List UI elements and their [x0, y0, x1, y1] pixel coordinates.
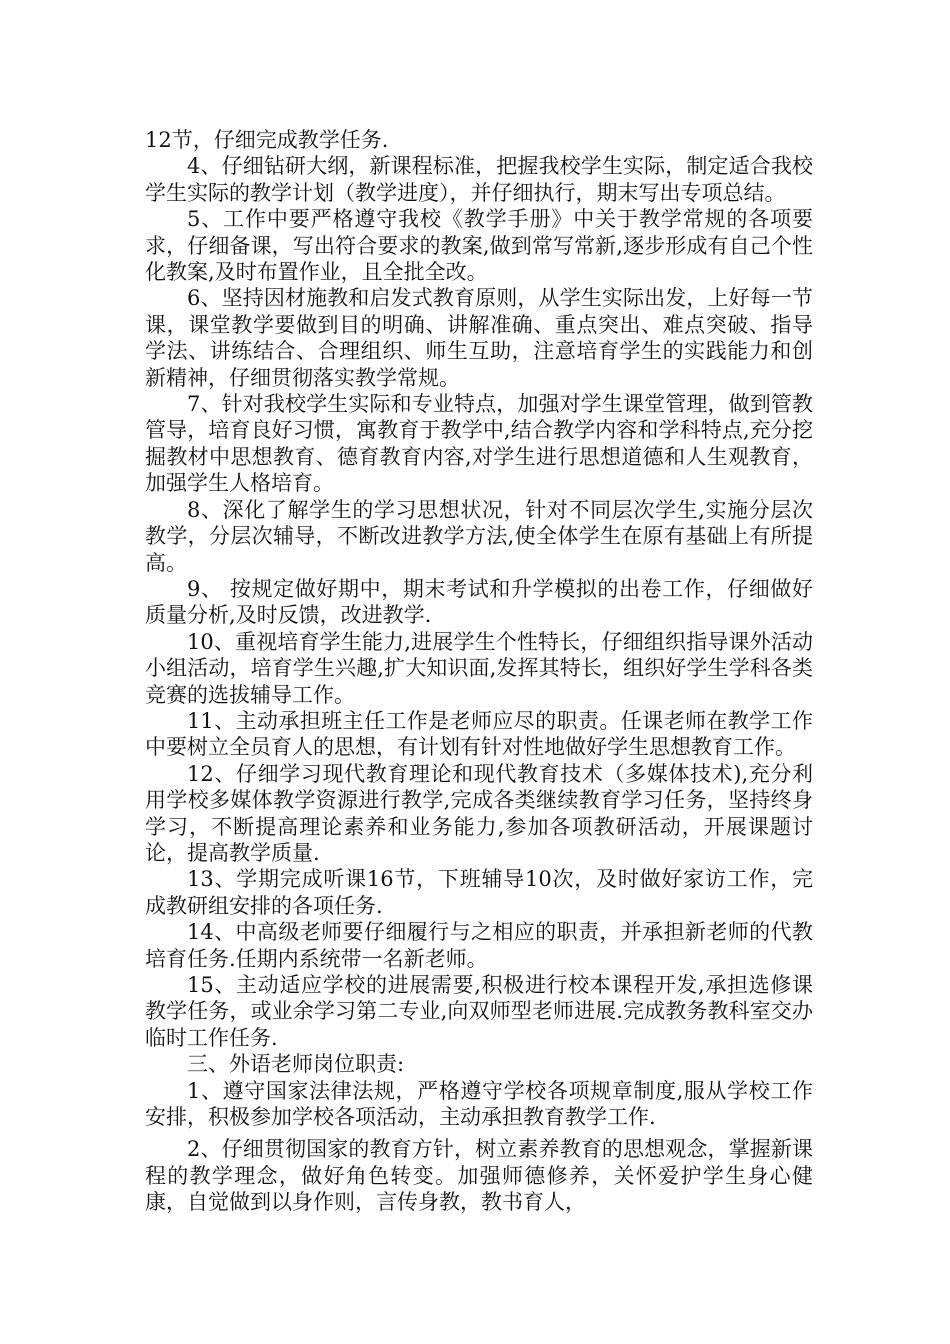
paragraph-item-6: 6、坚持因材施教和启发式教育原则，从学生实际出发，上好每一节课，课堂教学要做到目的明确、讲解准确、重点突出、难点突破、指导学法、讲练结合、合理组织、师生互助，注意培育学生的实践能力和创新精神，仔细贯彻落实教学常规。: [145, 286, 813, 390]
paragraph-item-11: 11、主动承担班主任工作是老师应尽的职责。任课老师在教学工作中要树立全员育人的思想，有计划有针对性地做好学生思想教育工作。: [145, 708, 813, 760]
paragraph-foreign-1: 1、遵守国家法律法规，严格遵守学校各项规章制度,服从学校工作安排，积极参加学校各项活动，主动承担教育教学工作.: [145, 1078, 813, 1130]
paragraph-item-4: 4、仔细钻研大纲，新课程标准，把握我校学生实际，制定适合我校学生实际的教学计划（教学进度），并仔细执行，期末写出专项总结。: [145, 154, 813, 205]
paragraph-item-9: 9、 按规定做好期中，期末考试和升学模拟的出卷工作，仔细做好质量分析,及时反馈，改进教学.: [145, 576, 813, 628]
paragraph-foreign-2: 2、仔细贯彻国家的教育方针，树立素养教育的思想观念，掌握新课程的教学理念，做好角色转变。加强师德修养，关怀爱护学生身心健康，自觉做到以身作则，言传身教，教书育人，: [145, 1137, 813, 1215]
paragraph-item-12: 12、仔细学习现代教育理论和现代教育技术（多媒体技术),充分利用学校多媒体教学资源进行教学,完成各类继续教育学习任务，坚持终身学习，不断提高理论素养和业务能力,参加各项教研活动，开展课题讨论，提高教学质量.: [145, 761, 813, 865]
paragraph-item-15: 15、主动适应学校的进展需要,积极进行校本课程开发,承担选修课教学任务，或业余学习第二专业,向双师型老师进展.完成教务教科室交办临时工作任务.: [145, 973, 813, 1050]
paragraph-item-10: 10、重视培育学生能力,进展学生个性特长，仔细组织指导课外活动小组活动，培育学生兴趣,扩大知识面,发挥其特长，组织好学生学科各类竞赛的选拔辅导工作。: [145, 629, 813, 707]
paragraph-continuation: 12节，仔细完成教学任务.: [145, 128, 389, 152]
paragraph-item-8: 8、深化了解学生的学习思想状况，针对不同层次学生,实施分层次教学，分层次辅导，不断改进教学方法,使全体学生在原有基础上有所提高。: [145, 497, 813, 575]
section-heading: 三、外语老师岗位职责:: [187, 1052, 405, 1077]
paragraph-item-5: 5、工作中要严格遵守我校《教学手册》中关于教学常规的各项要求，仔细备课，写出符合要求的教案,做到常写常新,逐步形成有自己个性化教案,及时布置作业，且全批全改。: [145, 207, 813, 285]
paragraph-item-7: 7、针对我校学生实际和专业特点，加强对学生课堂管理，做到管教管导，培育良好习惯，寓教育于教学中,结合教学内容和学科特点,充分挖掘教材中思想教育、德育教育内容,对学生进行思想道德和人生观教育，加强学生人格培育。: [145, 392, 813, 496]
document-body: [145, 127, 813, 1216]
paragraph-item-14: 14、中高级老师要仔细履行与之相应的职责，并承担新老师的代教培育任务.任期内系统带一名新老师。: [145, 920, 813, 971]
paragraph-item-13: 13、学期完成听课16节，下班辅导10次，及时做好家访工作，完成教研组安排的各项任务.: [145, 867, 813, 918]
